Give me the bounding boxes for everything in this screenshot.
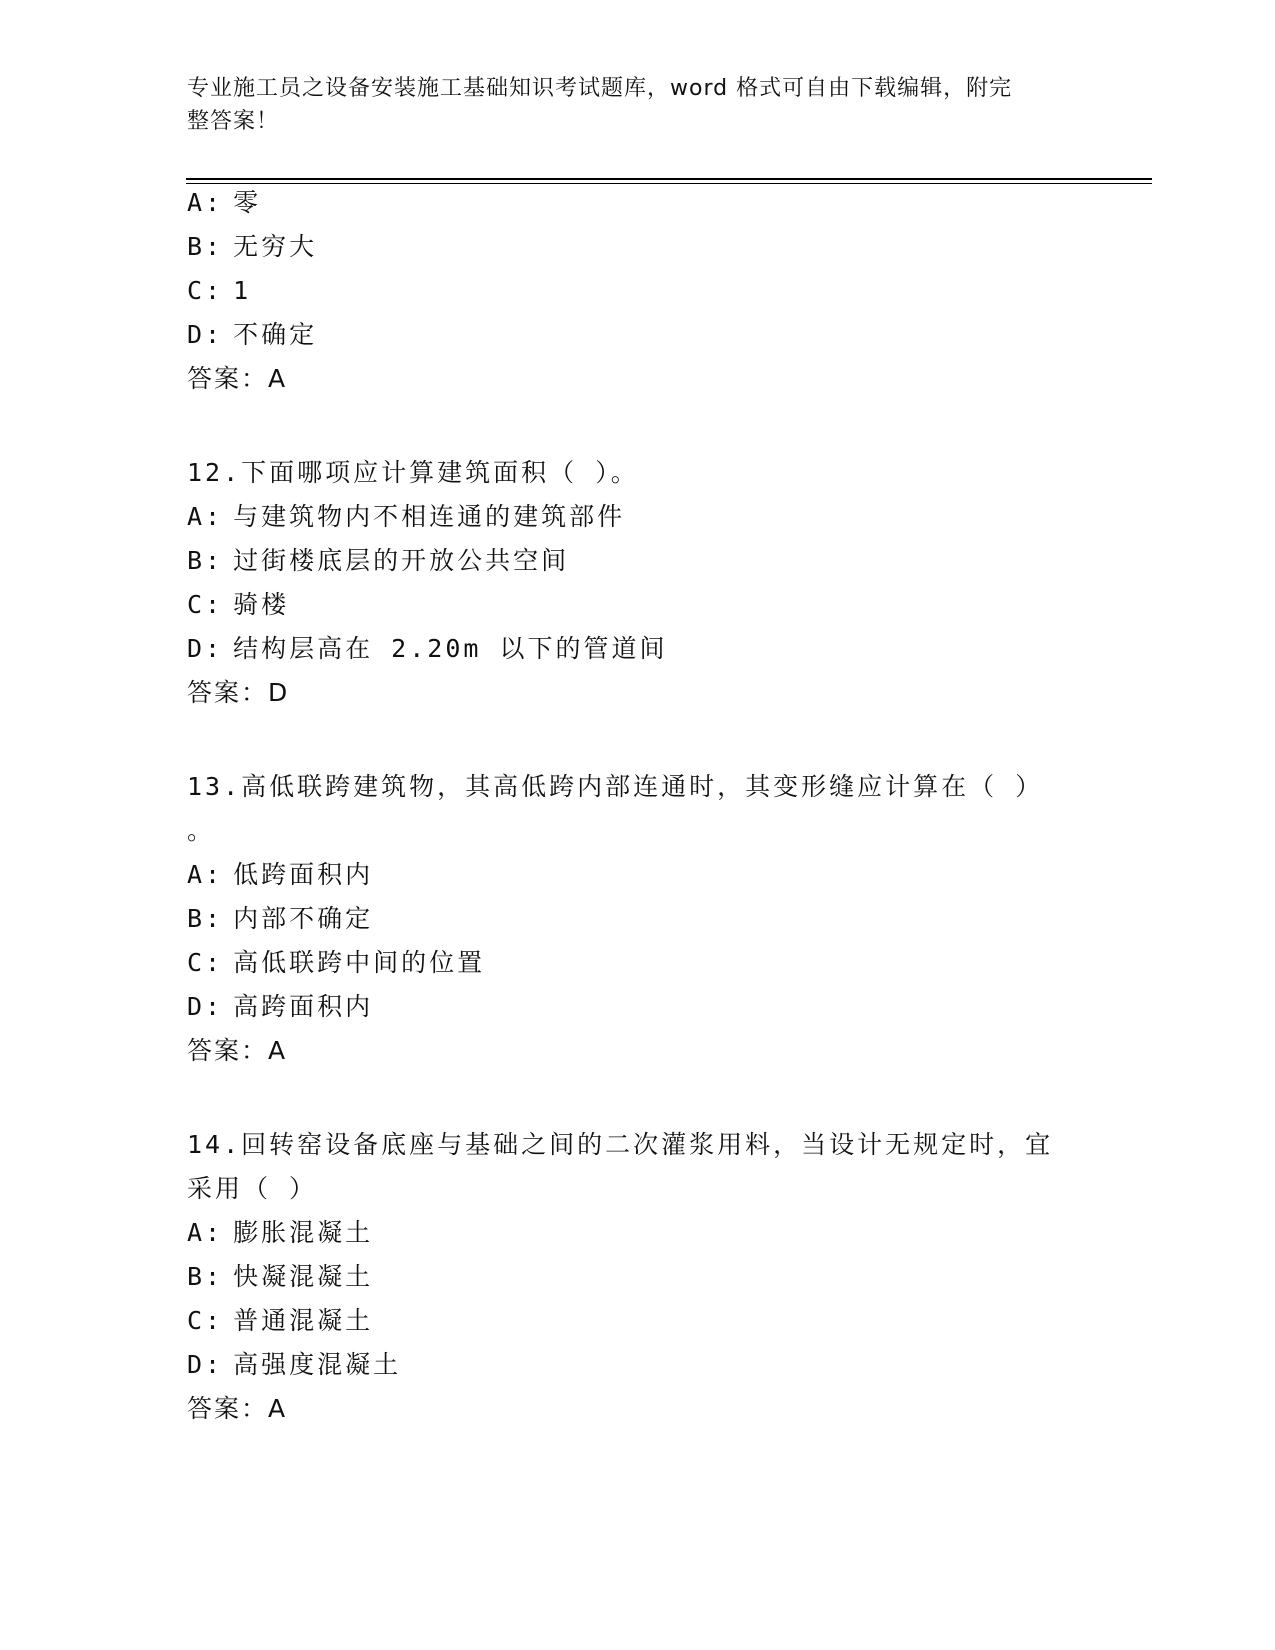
option-text: 快凝混凝土 [233,1262,374,1291]
option-text: 低跨面积内 [233,860,374,889]
option-letter: B: [187,546,224,575]
option-letter: B: [187,1262,224,1291]
option-text: 高强度混凝土 [233,1350,402,1379]
option-letter: B: [187,232,224,261]
q14-option-d [187,1348,401,1382]
q11-answer: 答案：A [187,364,288,393]
option-text: 普通混凝土 [233,1306,374,1335]
q13-question-line-1: 13.高低联跨建筑物，其高低跨内部连通时，其变形缝应计算在（ ） [187,772,1044,801]
q12-option-b [187,544,569,578]
header-title-line-1: 专业施工员之设备安装施工基础知识考试题库，word 格式可自由下载编辑，附完 [187,76,1013,101]
q13-option-a [187,858,373,892]
q11-option-b [187,230,317,264]
q14-answer: 答案：A [187,1394,288,1423]
option-text: 高跨面积内 [233,992,374,1021]
q12-answer: 答案：D [187,678,290,707]
option-text: 1 [233,276,252,305]
q13-option-d [187,990,373,1024]
option-text: 骑楼 [233,590,290,619]
q13-option-b [187,902,373,936]
option-letter: A: [187,502,224,531]
q12-option-a [187,500,625,534]
option-letter: C: [187,276,224,305]
q11-option-c [187,274,251,308]
option-letter: A: [187,1218,224,1247]
header-divider-thick [186,178,1152,180]
option-text: 与建筑物内不相连通的建筑部件 [233,502,626,531]
option-letter: D: [187,634,224,663]
option-letter: D: [187,320,224,349]
q12-option-c [187,588,289,622]
header-title-line-2: 整答案！ [187,109,280,134]
option-text: 膨胀混凝土 [233,1218,374,1247]
option-text: 过街楼底层的开放公共空间 [233,546,570,575]
option-letter: C: [187,590,224,619]
option-letter: A: [187,860,224,889]
option-letter: A: [187,188,224,217]
q14-question-line-2: 采用（ ） [187,1174,318,1203]
q12-question: 12.下面哪项应计算建筑面积（ ）。 [187,458,639,487]
q11-option-a [187,186,261,220]
option-text: 高低联跨中间的位置 [233,948,486,977]
q13-option-c [187,946,485,980]
q14-option-b [187,1260,373,1294]
option-letter: C: [187,1306,224,1335]
q11-option-d [187,318,317,352]
option-text: 无穷大 [233,232,318,261]
q14-option-c [187,1304,373,1338]
option-letter: D: [187,1350,224,1379]
option-letter: C: [187,948,224,977]
q12-option-d [187,632,667,666]
option-letter: B: [187,904,224,933]
option-text: 内部不确定 [233,904,374,933]
option-text: 结构层高在 2.20m 以下的管道间 [233,634,668,663]
option-letter: D: [187,992,224,1021]
option-text: 零 [233,188,262,217]
option-text: 不确定 [233,320,318,349]
header-divider-thin [186,183,1152,184]
document-header [187,72,1067,138]
q13-answer: 答案：A [187,1036,288,1065]
q13-question-line-2: 。 [187,816,216,845]
q14-option-a [187,1216,373,1250]
q14-question-line-1: 14.回转窑设备底座与基础之间的二次灌浆用料，当设计无规定时，宜 [187,1130,1054,1159]
